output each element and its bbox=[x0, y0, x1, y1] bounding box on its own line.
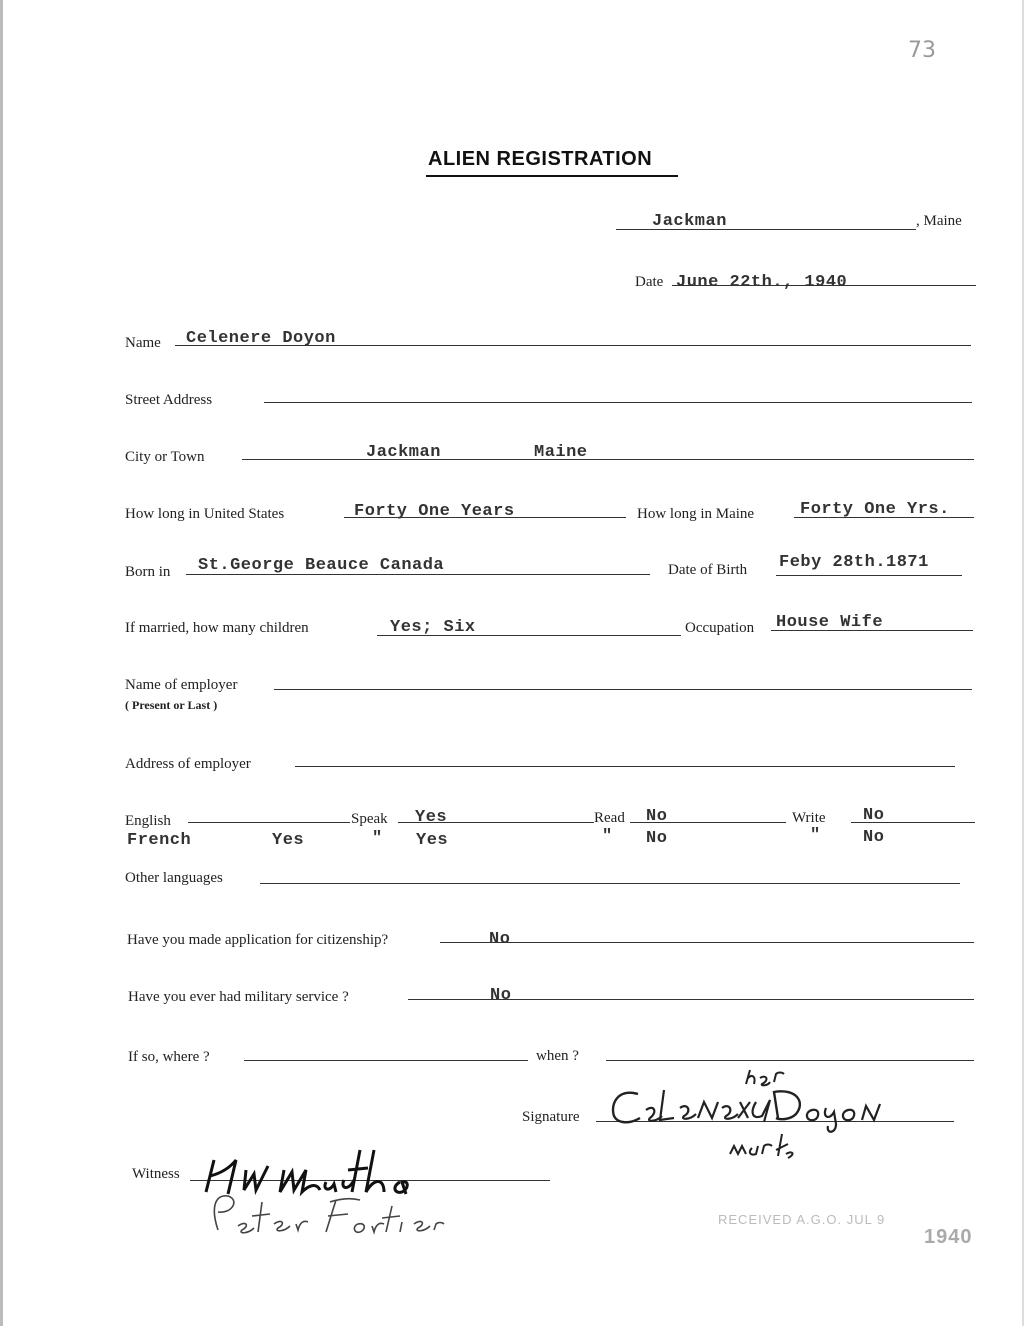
french-label: French bbox=[127, 831, 192, 850]
military-value: No bbox=[490, 986, 512, 1005]
title-underline bbox=[426, 175, 678, 177]
signature-handwriting bbox=[600, 1062, 930, 1172]
english-line bbox=[188, 822, 350, 823]
maine-duration-line bbox=[794, 517, 974, 518]
us-duration-line bbox=[344, 517, 626, 518]
speak-label: Speak bbox=[351, 811, 388, 827]
write-label: Write bbox=[792, 810, 826, 826]
date-value: June 22th., 1940 bbox=[676, 273, 848, 292]
french-value: Yes bbox=[272, 831, 305, 850]
read-label: Read bbox=[594, 810, 625, 826]
name-value: Celenere Doyon bbox=[186, 329, 336, 348]
occupation-label: Occupation bbox=[685, 620, 755, 636]
name-line bbox=[175, 345, 971, 346]
employer-label: Name of employer bbox=[125, 677, 238, 693]
born-label: Born in bbox=[125, 564, 171, 580]
name-label: Name bbox=[125, 335, 161, 351]
children-line bbox=[377, 635, 681, 636]
english-label: English bbox=[125, 813, 171, 829]
other-languages-label: Other languages bbox=[125, 870, 223, 886]
city-label: City or Town bbox=[125, 449, 205, 465]
page-number: 73 bbox=[908, 38, 936, 63]
french-write-ditto: " bbox=[810, 826, 821, 845]
witness-handwriting bbox=[188, 1130, 518, 1240]
citizenship-value: No bbox=[489, 930, 511, 949]
born-line bbox=[186, 574, 650, 575]
employer-address-line bbox=[295, 766, 955, 767]
children-label: If married, how many children bbox=[125, 620, 309, 636]
citizenship-line bbox=[440, 942, 974, 943]
employer-address-label: Address of employer bbox=[125, 756, 251, 772]
form-title: ALIEN REGISTRATION bbox=[428, 148, 653, 170]
military-label: Have you ever had military service ? bbox=[128, 989, 349, 1005]
location-line bbox=[616, 229, 916, 230]
when-label: when ? bbox=[536, 1048, 579, 1064]
dob-label: Date of Birth bbox=[668, 562, 748, 578]
other-languages-line bbox=[260, 883, 960, 884]
where-label: If so, where ? bbox=[128, 1049, 210, 1065]
city-value: Jackman bbox=[366, 443, 441, 462]
dob-line bbox=[776, 575, 962, 576]
us-duration-label: How long in United States bbox=[125, 506, 285, 522]
french-speak-ditto: " bbox=[372, 829, 383, 848]
street-label: Street Address bbox=[125, 392, 213, 408]
maine-duration-label: How long in Maine bbox=[637, 506, 755, 522]
write-line bbox=[851, 822, 975, 823]
received-stamp: RECEIVED A.G.O. JUL 9 bbox=[718, 1212, 886, 1227]
french-read-value: No bbox=[646, 829, 668, 848]
read-line bbox=[630, 822, 786, 823]
us-duration-value: Forty One Years bbox=[354, 502, 515, 521]
dob-value: Feby 28th.1871 bbox=[779, 553, 929, 572]
employer-line bbox=[274, 689, 972, 690]
location-state-label: , Maine bbox=[916, 213, 962, 229]
city-line bbox=[242, 459, 974, 460]
occupation-value: House Wife bbox=[776, 613, 884, 632]
street-line bbox=[264, 402, 972, 403]
english-speak-value: Yes bbox=[415, 808, 448, 827]
when-line bbox=[606, 1060, 974, 1061]
french-write-value: No bbox=[863, 828, 885, 847]
date-label: Date bbox=[635, 274, 664, 290]
location-town: Jackman bbox=[652, 212, 727, 231]
occupation-line bbox=[771, 630, 973, 631]
born-value: St.George Beauce Canada bbox=[198, 556, 445, 575]
witness-label: Witness bbox=[132, 1166, 180, 1182]
maine-duration-value: Forty One Yrs. bbox=[800, 500, 950, 519]
french-speak-value: Yes bbox=[416, 831, 449, 850]
military-line bbox=[408, 999, 974, 1000]
employer-sublabel: ( Present or Last ) bbox=[125, 698, 218, 712]
french-read-ditto: " bbox=[602, 827, 613, 846]
city-state-value: Maine bbox=[534, 443, 588, 462]
english-write-value: No bbox=[863, 806, 885, 825]
received-stamp-year: 1940 bbox=[924, 1226, 973, 1248]
children-value: Yes; Six bbox=[390, 618, 476, 637]
signature-label: Signature bbox=[522, 1109, 580, 1125]
where-line bbox=[244, 1060, 528, 1061]
english-read-value: No bbox=[646, 807, 668, 826]
citizenship-label: Have you made application for citizenship? bbox=[127, 932, 389, 948]
speak-line bbox=[398, 822, 594, 823]
